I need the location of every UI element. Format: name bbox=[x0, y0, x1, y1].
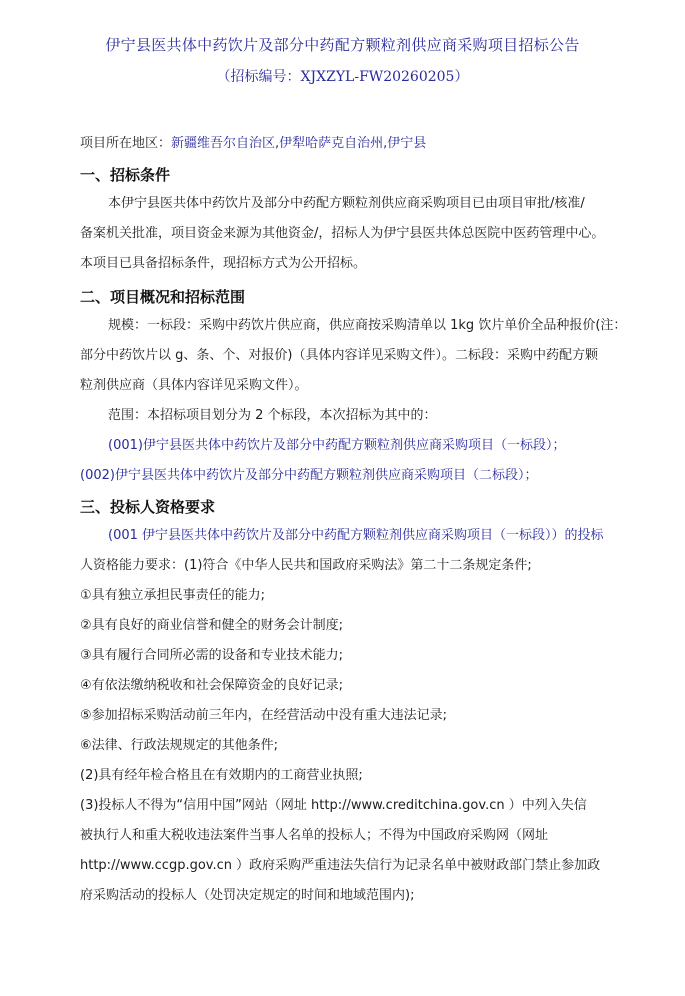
paragraph-line: http://www.ccgp.gov.cn ）政府采购严重违法失信行为记录名单中被财政部门禁止参加政 bbox=[80, 858, 601, 873]
section-heading-qualifications: 三、投标人资格要求 bbox=[80, 498, 216, 516]
scope-text: 范围：本招标项目划分为 2 个标段，本次招标为其中的： bbox=[108, 408, 437, 423]
region-value: 新疆维吾尔自治区,伊犁哈萨克自治州,伊宁县 bbox=[171, 136, 427, 151]
paragraph-line: 粒剂供应商（具体内容详见采购文件）。 bbox=[80, 378, 308, 393]
paragraph-line: 被执行人和重大税收违法案件当事人名单的投标人；不得为中国政府采购网（网址 bbox=[80, 828, 549, 843]
requirement-item: ③具有履行合同所必需的设备和专业技术能力; bbox=[80, 648, 344, 663]
page-title: 伊宁县医共体中药饮片及部分中药配方颗粒剂供应商采购项目招标公告 bbox=[105, 36, 580, 54]
lot-item: (001)伊宁县医共体中药饮片及部分中药配方颗粒剂供应商采购项目（一标段）； bbox=[108, 438, 566, 453]
project-region bbox=[80, 134, 640, 154]
paragraph-line: 备案机关批准，项目资金来源为其他资金/，招标人为伊宁县医共体总医院中医药管理中心。 bbox=[80, 226, 605, 241]
requirement-item: (2)具有经年检合格且在有效期内的工商营业执照; bbox=[80, 768, 363, 783]
requirement-item: ⑥法律、行政法规规定的其他条件; bbox=[80, 738, 279, 753]
requirement-item: ②具有良好的商业信誉和健全的财务会计制度; bbox=[80, 618, 344, 633]
paragraph-line: 人资格能力要求：(1)符合《中华人民共和国政府采购法》第二十二条规定条件; bbox=[80, 558, 532, 573]
paragraph-line: 本伊宁县医共体中药饮片及部分中药配方颗粒剂供应商采购项目已由项目审批/核准/ bbox=[108, 196, 585, 211]
paragraph-line: 部分中药饮片以 g、条、个、对报价)（具体内容详见采购文件）。二标段：采购中药配方颗 bbox=[80, 348, 598, 363]
lot-item: (002)伊宁县医共体中药饮片及部分中药配方颗粒剂供应商采购项目（二标段）； bbox=[80, 468, 538, 483]
paragraph-line: 府采购活动的投标人（处罚决定规定的时间和地域范围内); bbox=[80, 888, 415, 903]
paragraph-line: 本项目已具备招标条件，现招标方式为公开招标。 bbox=[80, 256, 367, 271]
section-heading-conditions: 一、招标条件 bbox=[80, 166, 171, 184]
paragraph-line: 规模：一标段：采购中药饮片供应商，供应商按采购清单以 1kg 饮片单价全品种报价(注： bbox=[108, 318, 627, 333]
tender-number: （招标编号：XJXZYL-FW20260205） bbox=[216, 69, 469, 85]
requirement-item: ⑤参加招标采购活动前三年内，在经营活动中没有重大违法记录; bbox=[80, 708, 448, 723]
requirement-item: ①具有独立承担民事责任的能力; bbox=[80, 588, 266, 603]
paragraph-line: (001 伊宁县医共体中药饮片及部分中药配方颗粒剂供应商采购项目（一标段））的投标 bbox=[108, 528, 604, 543]
section-heading-overview: 二、项目概况和招标范围 bbox=[80, 288, 246, 306]
region-label: 项目所在地区： bbox=[80, 136, 172, 151]
requirement-item: (3)投标人不得为“信用中国”网站（网址 http://www.creditchina.gov.cn ）中列入失信 bbox=[80, 798, 587, 813]
requirement-item: ④有依法缴纳税收和社会保障资金的良好记录; bbox=[80, 678, 344, 693]
